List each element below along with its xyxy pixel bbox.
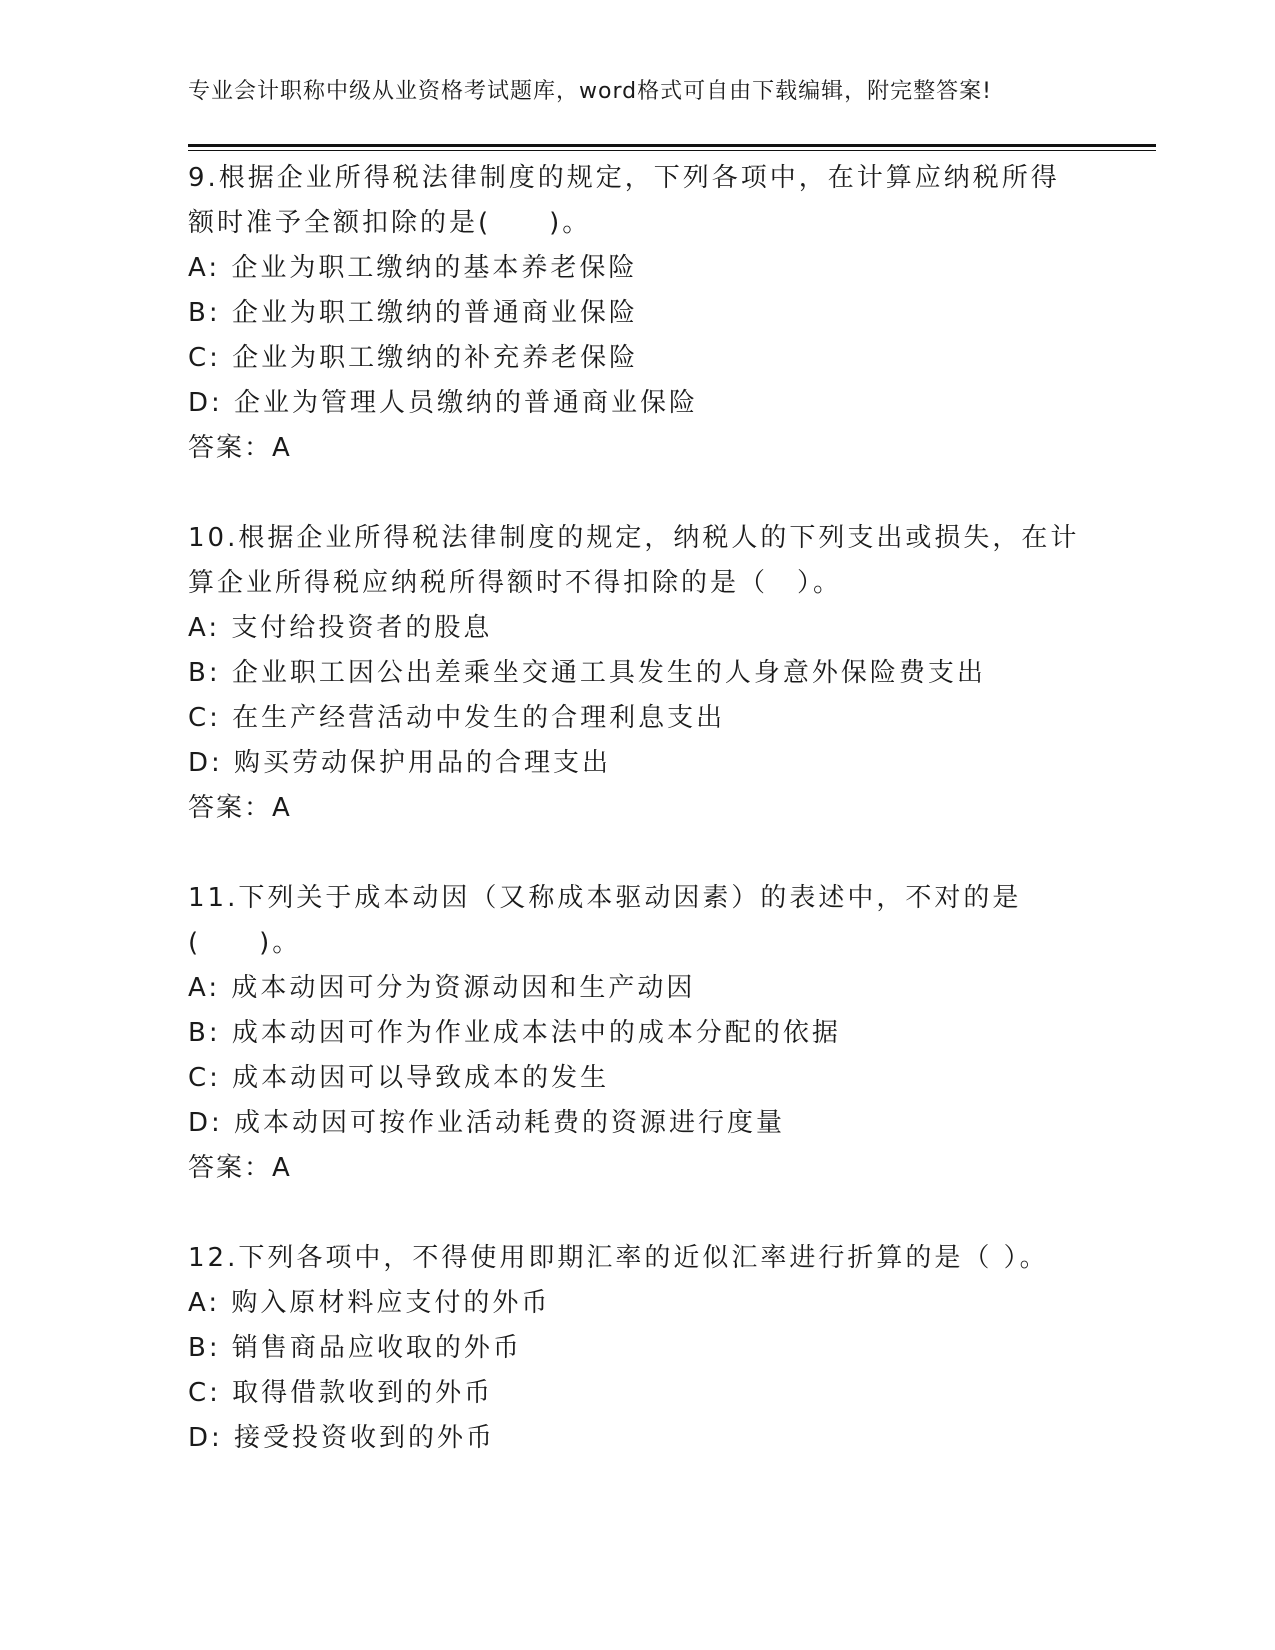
option-a: A: 企业为职工缴纳的基本养老保险 — [188, 253, 638, 283]
question-12 — [188, 1236, 1088, 1461]
question-stem-line: ( )。 — [188, 928, 302, 958]
option-c: C: 企业为职工缴纳的补充养老保险 — [188, 343, 639, 373]
question-gap — [188, 831, 1088, 876]
question-list — [188, 156, 1088, 1461]
question-stem-line: 12.下列各项中，不得使用即期汇率的近似汇率进行折算的是（ ）。 — [188, 1243, 1049, 1273]
option-b: B: 企业职工因公出差乘坐交通工具发生的人身意外保险费支出 — [188, 658, 986, 688]
question-gap — [188, 1191, 1088, 1236]
option-b: B: 销售商品应收取的外币 — [188, 1333, 522, 1363]
option-d: D: 购买劳动保护用品的合理支出 — [188, 748, 612, 778]
option-c: C: 在生产经营活动中发生的合理利息支出 — [188, 703, 726, 733]
question-11 — [188, 876, 1088, 1191]
answer: 答案：A — [188, 1153, 292, 1183]
question-stem-line: 额时准予全额扣除的是( )。 — [188, 208, 592, 238]
option-d: D: 成本动因可按作业活动耗费的资源进行度量 — [188, 1108, 786, 1138]
option-d: D: 接受投资收到的外币 — [188, 1423, 496, 1453]
answer: 答案：A — [188, 433, 292, 463]
option-c: C: 取得借款收到的外币 — [188, 1378, 494, 1408]
option-a: A: 支付给投资者的股息 — [188, 613, 493, 643]
option-c: C: 成本动因可以导致成本的发生 — [188, 1063, 610, 1093]
header-rule-thin — [188, 150, 1156, 151]
question-stem-line: 10.根据企业所得税法律制度的规定，纳税人的下列支出或损失，在计 — [188, 523, 1080, 553]
option-a: A: 成本动因可分为资源动因和生产动因 — [188, 973, 696, 1003]
header-rule-thick — [188, 144, 1156, 147]
question-10 — [188, 516, 1088, 831]
question-gap — [188, 471, 1088, 516]
question-9 — [188, 156, 1088, 471]
page-header: 专业会计职称中级从业资格考试题库，word格式可自由下载编辑，附完整答案! — [188, 79, 992, 104]
question-stem-line: 11.下列关于成本动因（又称成本驱动因素）的表述中，不对的是 — [188, 883, 1022, 913]
option-a: A: 购入原材料应支付的外币 — [188, 1288, 551, 1318]
option-d: D: 企业为管理人员缴纳的普通商业保险 — [188, 388, 699, 418]
option-b: B: 企业为职工缴纳的普通商业保险 — [188, 298, 638, 328]
question-stem-line: 算企业所得税应纳税所得额时不得扣除的是（ ）。 — [188, 568, 843, 598]
question-stem-line: 9.根据企业所得税法律制度的规定，下列各项中，在计算应纳税所得 — [188, 163, 1060, 193]
option-b: B: 成本动因可作为作业成本法中的成本分配的依据 — [188, 1018, 841, 1048]
answer: 答案：A — [188, 793, 292, 823]
